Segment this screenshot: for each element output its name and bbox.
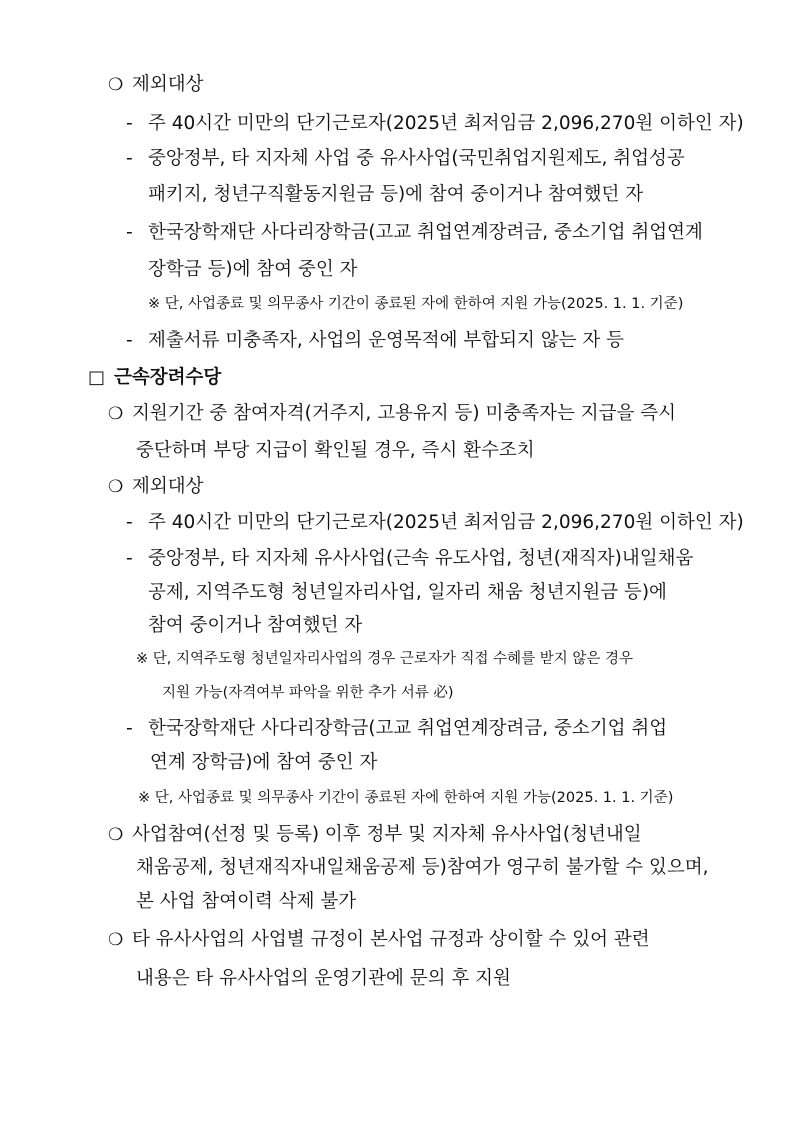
list-item-text: 중앙정부, 타 지자체 유사사업(근속 유도사업, 청년(재직자)내일채움 [148, 548, 694, 569]
paragraph-continuation: 채움공제, 청년재직자내일채움공제 등)참여가 영구히 불가할 수 있으며, [136, 857, 709, 878]
dash-icon: - [126, 548, 133, 569]
paragraph [108, 927, 650, 953]
list-item-continuation: 장학금 등)에 참여 중인 자 [148, 259, 358, 280]
list-item [126, 220, 703, 246]
list-item [126, 546, 693, 572]
dash-icon: - [126, 113, 133, 134]
paragraph-continuation: 본 사업 참여이력 삭제 불가 [136, 891, 357, 912]
list-item-text: 한국장학재단 사다리장학금(고교 취업연계장려금, 중소기업 취업 [148, 718, 668, 739]
circle-bullet-icon: ❍ [108, 75, 124, 95]
list-item-text: 중앙정부, 타 지자체 사업 중 유사사업(국민취업지원제도, 취업성공 [148, 148, 685, 169]
list-item-continuation: 공제, 지역주도형 청년일자리사업, 일자리 채움 청년지원금 등)에 [148, 582, 667, 603]
exclusion-title: 제외대상 [132, 476, 204, 497]
dash-icon: - [126, 148, 133, 169]
list-item-continuation: 참여 중이거나 참여했던 자 [148, 615, 363, 636]
note: ※ 단, 사업종료 및 의무종사 기간이 종료된 자에 한하여 지원 가능(2025. 1. 1. 기준) [148, 296, 684, 312]
note: ※ 단, 지역주도형 청년일자리사업의 경우 근로자가 직접 수혜를 받지 않은 경우 [136, 651, 634, 667]
paragraph [108, 401, 676, 427]
list-item [126, 146, 685, 172]
circle-bullet-icon: ❍ [108, 404, 124, 424]
dash-icon: - [126, 330, 133, 351]
list-item-text: 주 40시간 미만의 단기근로자(2025년 최저임금 2,096,270원 이하인 자) [148, 512, 744, 533]
exclusion-heading-1 [108, 72, 203, 98]
paragraph-text: 지원기간 중 참여자격(거주지, 고용유지 등) 미충족자는 지급을 즉시 [132, 403, 676, 424]
circle-bullet-icon: ❍ [108, 477, 124, 497]
list-item-text: 한국장학재단 사다리장학금(고교 취업연계장려금, 중소기업 취업연계 [148, 222, 703, 243]
list-item-continuation: 연계 장학금)에 참여 중인 자 [150, 752, 378, 773]
list-item-continuation: 패키지, 청년구직활동지원금 등)에 참여 중이거나 참여했던 자 [148, 184, 644, 205]
paragraph-continuation: 내용은 타 유사사업의 운영기관에 문의 후 지원 [136, 968, 511, 989]
list-item-text: 주 40시간 미만의 단기근로자(2025년 최저임금 2,096,270원 이하인 자) [148, 113, 744, 134]
exclusion-title: 제외대상 [132, 74, 204, 95]
list-item [126, 328, 624, 354]
paragraph-continuation: 중단하며 부당 지급이 확인될 경우, 즉시 환수조치 [136, 440, 535, 461]
list-item-text: 제출서류 미충족자, 사업의 운영목적에 부합되지 않는 자 등 [148, 330, 624, 351]
section-title: 근속장려수당 [114, 367, 222, 388]
circle-bullet-icon: ❍ [108, 930, 124, 950]
exclusion-heading-2 [108, 474, 203, 500]
paragraph-text: 타 유사사업의 사업별 규정이 본사업 규정과 상이할 수 있어 관련 [132, 929, 650, 950]
list-item [126, 111, 744, 137]
dash-icon: - [126, 718, 133, 739]
section-heading [88, 365, 221, 391]
list-item [126, 716, 667, 742]
note-continuation: 지원 가능(자격여부 파악을 위한 추가 서류 必) [162, 685, 454, 701]
list-item [126, 510, 744, 536]
note: ※ 단, 사업종료 및 의무종사 기간이 종료된 자에 한하여 지원 가능(2025. 1. 1. 기준) [138, 790, 674, 806]
dash-icon: - [126, 512, 133, 533]
paragraph-text: 사업참여(선정 및 등록) 이후 정부 및 지자체 유사사업(청년내일 [132, 824, 642, 845]
dash-icon: - [126, 222, 133, 243]
circle-bullet-icon: ❍ [108, 825, 124, 845]
square-bullet-icon: □ [88, 367, 106, 388]
paragraph [108, 822, 642, 848]
